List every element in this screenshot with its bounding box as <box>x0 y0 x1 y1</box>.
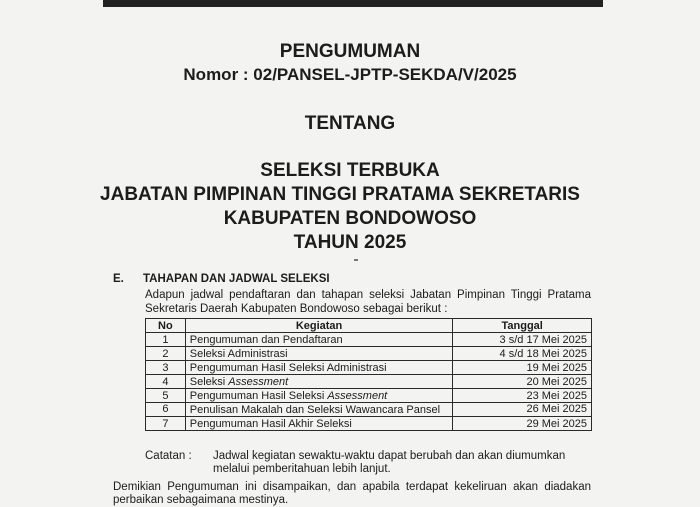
document-title: PENGUMUMAN <box>279 41 421 62</box>
row-no: 1 <box>146 333 186 347</box>
row-kegiatan-cell <box>185 375 453 389</box>
divider-dash <box>354 259 358 261</box>
row-tanggal: 3 s/d 17 Mei 2025 <box>453 333 592 347</box>
note-text: Jadwal kegiatan sewaktu-waktu dapat berubah dan akan diumumkan melalui pemberitahuan lebih lanjut. <box>213 450 566 475</box>
section-title: TAHAPAN DAN JADWAL SELEKSI <box>143 273 330 285</box>
row-kegiatan-cell <box>185 389 453 403</box>
row-tanggal: 23 Mei 2025 <box>453 389 592 403</box>
section-letter: E. <box>113 273 124 285</box>
row-no: 3 <box>146 361 186 375</box>
row-tanggal: 20 Mei 2025 <box>453 375 592 389</box>
section-intro: Adapun jadwal pendaftaran dan tahapan seleksi Jabatan Pimpinan Tinggi Pratama Sekretaris Daerah Kabupaten Bondowoso sebagai berikut : <box>145 289 591 315</box>
row-no: 4 <box>146 375 186 389</box>
subject-line-4: TAHUN 2025 <box>293 232 407 253</box>
row-kegiatan: Penulisan Makalah dan Seleksi Wawancara Pansel <box>185 403 453 417</box>
subject-line-2: JABATAN PIMPINAN TINGGI PRATAMA SEKRETARIS <box>100 184 580 205</box>
document-number: Nomor : 02/PANSEL-JPTP-SEKDA/V/2025 <box>183 65 517 84</box>
document-about: TENTANG <box>304 113 396 134</box>
table-header-row <box>146 319 592 333</box>
table-row <box>146 333 592 347</box>
top-edge-bar <box>103 0 603 7</box>
row-tanggal: 26 Mei 2025 <box>453 403 592 417</box>
schedule-table <box>145 318 592 431</box>
note-label: Catatan : <box>145 450 192 462</box>
header-tanggal: Tanggal <box>453 319 592 333</box>
row-no: 6 <box>146 403 186 417</box>
table-row <box>146 403 592 417</box>
row-no: 7 <box>146 417 186 431</box>
row-no: 2 <box>146 347 186 361</box>
row-no: 5 <box>146 389 186 403</box>
row-kegiatan: Seleksi Administrasi <box>185 347 453 361</box>
row-tanggal: 4 s/d 18 Mei 2025 <box>453 347 592 361</box>
row-kegiatan: Pengumuman Hasil Akhir Seleksi <box>185 417 453 431</box>
header-kegiatan: Kegiatan <box>185 319 453 333</box>
row-tanggal: 19 Mei 2025 <box>453 361 592 375</box>
subject-line-1: SELEKSI TERBUKA <box>260 160 440 181</box>
section-heading <box>113 273 330 285</box>
row-kegiatan: Pengumuman dan Pendaftaran <box>185 333 453 347</box>
document-page <box>0 7 700 506</box>
row-kegiatan: Pengumuman Hasil Seleksi <box>189 389 328 402</box>
subject-line-3: KABUPATEN BONDOWOSO <box>223 208 477 229</box>
row-kegiatan-emphasis: Assessment <box>228 375 289 388</box>
table-row <box>146 389 592 403</box>
table-row <box>146 417 592 431</box>
row-kegiatan-emphasis: Assessment <box>327 389 388 402</box>
closing-paragraph: Demikian Pengumuman ini disampaikan, dan apabila terdapat kekeliruan akan diadakan perbaikan sebagaimana mestinya. <box>113 481 591 506</box>
row-kegiatan: Seleksi <box>189 375 229 388</box>
row-kegiatan: Pengumuman Hasil Seleksi Administrasi <box>185 361 453 375</box>
header-no: No <box>146 319 186 333</box>
table-row <box>146 375 592 389</box>
table-row <box>146 361 592 375</box>
row-tanggal: 29 Mei 2025 <box>453 417 592 431</box>
table-row <box>146 347 592 361</box>
